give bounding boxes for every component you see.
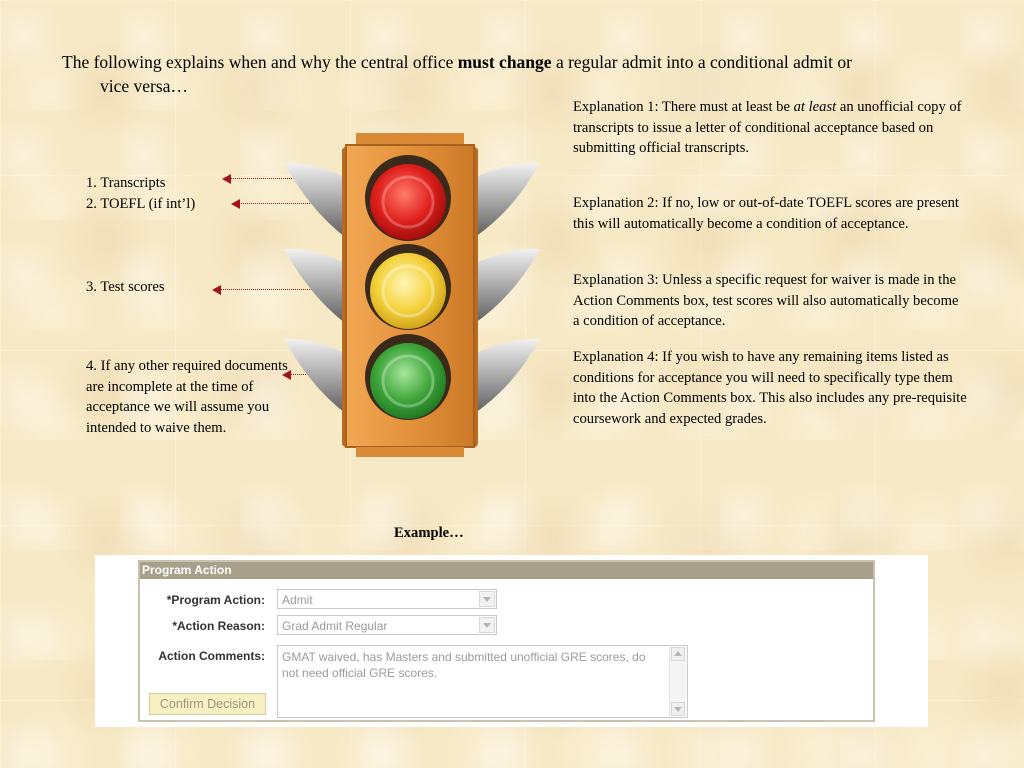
explanation-1-italic: at least — [793, 99, 837, 115]
example-label: Example… — [394, 525, 464, 541]
explanation-1-after: an unofficial copy of transcripts to issue a letter of conditional acceptance based on submitting official transcripts. — [573, 99, 962, 156]
program-action-value: Admit — [282, 593, 313, 607]
heading-text-after: a regular admit into a conditional admit or — [551, 52, 852, 72]
note-other-documents: 4. If any other required documents are incomplete at the time of acceptance we will assume you intended to waive them. — [86, 358, 288, 436]
explanation-4: Explanation 4: If you wish to have any remaining items listed as conditions for acceptance you will need to specifically type them into the Action Comments box. This also includes any pre-requisite coursework and expected grades. — [573, 349, 967, 427]
heading-line2: vice versa… — [100, 76, 188, 96]
note-transcripts: 1. Transcripts — [86, 175, 166, 191]
program-action-screenshot — [95, 555, 928, 727]
action-comments-value: GMAT waived, has Masters and submitted unofficial GRE scores, do not need official GRE scores. — [282, 650, 646, 680]
traffic-light-image — [270, 125, 560, 470]
scroll-down-icon[interactable] — [671, 702, 685, 716]
action-comments-textarea[interactable] — [277, 645, 688, 718]
program-action-title: Program Action — [140, 562, 873, 579]
chevron-down-icon[interactable] — [479, 591, 495, 607]
explanation-1 — [573, 97, 983, 159]
program-action-select[interactable] — [277, 589, 497, 609]
explanation-1-before: Explanation 1: There must at least be — [573, 99, 794, 115]
program-action-label: *Program Action: — [166, 593, 265, 607]
scroll-up-icon[interactable] — [671, 647, 685, 661]
textarea-scrollbar[interactable] — [669, 647, 686, 716]
explanation-2: Explanation 2: If no, low or out-of-date TOEFL scores are present this will automatically become a condition of acceptance. — [573, 195, 959, 232]
slide-heading — [62, 50, 982, 98]
action-reason-value: Grad Admit Regular — [282, 619, 388, 633]
note-toefl: 2. TOEFL (if int’l) — [86, 196, 196, 212]
explanation-3: Explanation 3: Unless a specific request for waiver is made in the Action Comments box, test scores will also automatically become a condition of acceptance. — [573, 272, 959, 329]
heading-text-before: The following explains when and why the central office — [62, 52, 458, 72]
chevron-down-icon[interactable] — [479, 617, 495, 633]
heading-bold: must change — [457, 52, 552, 72]
confirm-decision-button[interactable]: Confirm Decision — [149, 693, 266, 715]
note-test-scores: 3. Test scores — [86, 279, 165, 295]
action-reason-label: *Action Reason: — [172, 619, 265, 633]
action-comments-label: Action Comments: — [158, 649, 265, 663]
program-action-panel — [138, 560, 875, 722]
action-reason-select[interactable] — [277, 615, 497, 635]
